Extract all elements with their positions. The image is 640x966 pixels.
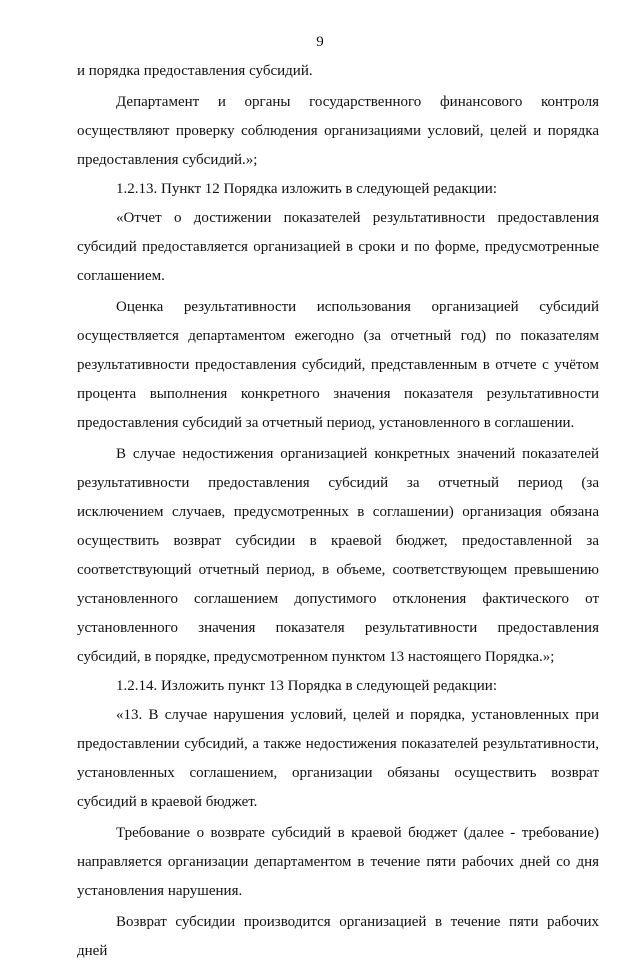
paragraph-control-bodies: Департамент и органы государственного финансового контроля осуществляют проверку соблюдения организациями условий, целей и порядка предоставления субсидий.»; bbox=[77, 94, 599, 168]
page-number: 9 bbox=[316, 34, 324, 50]
paragraph-refund-requirement: Требование о возврате субсидий в краевой бюджет (далее - требование) направляется организации департаментом в течение пяти рабочих дней со дня установления нарушения. bbox=[77, 825, 599, 899]
document-body bbox=[77, 57, 599, 966]
paragraph-violation-refund: «13. В случае нарушения условий, целей и порядка, установленных при предоставлении субсидий, а также недостижения показателей результативности, установленных соглашением, организации обязаны осуществить возврат субсидий в краевой бюджет. bbox=[77, 707, 599, 810]
paragraph-non-achievement-refund: В случае недостижения организацией конкретных значений показателей результативности предоставления субсидий за отчетный период (за исключением случаев, предусмотренных в соглашении) организация обязана осуществить возврат субсидии в краевой бюджет, предоставленной за соответствующий отчетный период, в объеме, соответствующем превышению установленного соглашением допустимого отклонения фактического от установленного значения показателя результативности предоставления субсидий, в порядке, предусмотренном пунктом 13 настоящего Порядка.»; bbox=[77, 446, 599, 665]
paragraph-continuation: и порядка предоставления субсидий. bbox=[77, 63, 313, 79]
paragraph-performance-evaluation: Оценка результативности использования организацией субсидий осуществляется департаментом ежегодно (за отчетный год) по показателям результативности предоставления субсидий, представленным в отчете с учётом процента выполнения конкретного значения показателя результативности предоставления субсидий за отчетный период, установленного в соглашении. bbox=[77, 299, 599, 431]
paragraph-refund-term: Возврат субсидии производится организацией в течение пяти рабочих дней bbox=[77, 914, 599, 959]
paragraph-item-1-2-13: 1.2.13. Пункт 12 Порядка изложить в следующей редакции: bbox=[116, 181, 497, 197]
paragraph-item-1-2-14: 1.2.14. Изложить пункт 13 Порядка в следующей редакции: bbox=[116, 678, 497, 694]
paragraph-report-submission: «Отчет о достижении показателей результативности предоставления субсидий предоставляется организацией в сроки и по форме, предусмотренные соглашением. bbox=[77, 210, 599, 284]
